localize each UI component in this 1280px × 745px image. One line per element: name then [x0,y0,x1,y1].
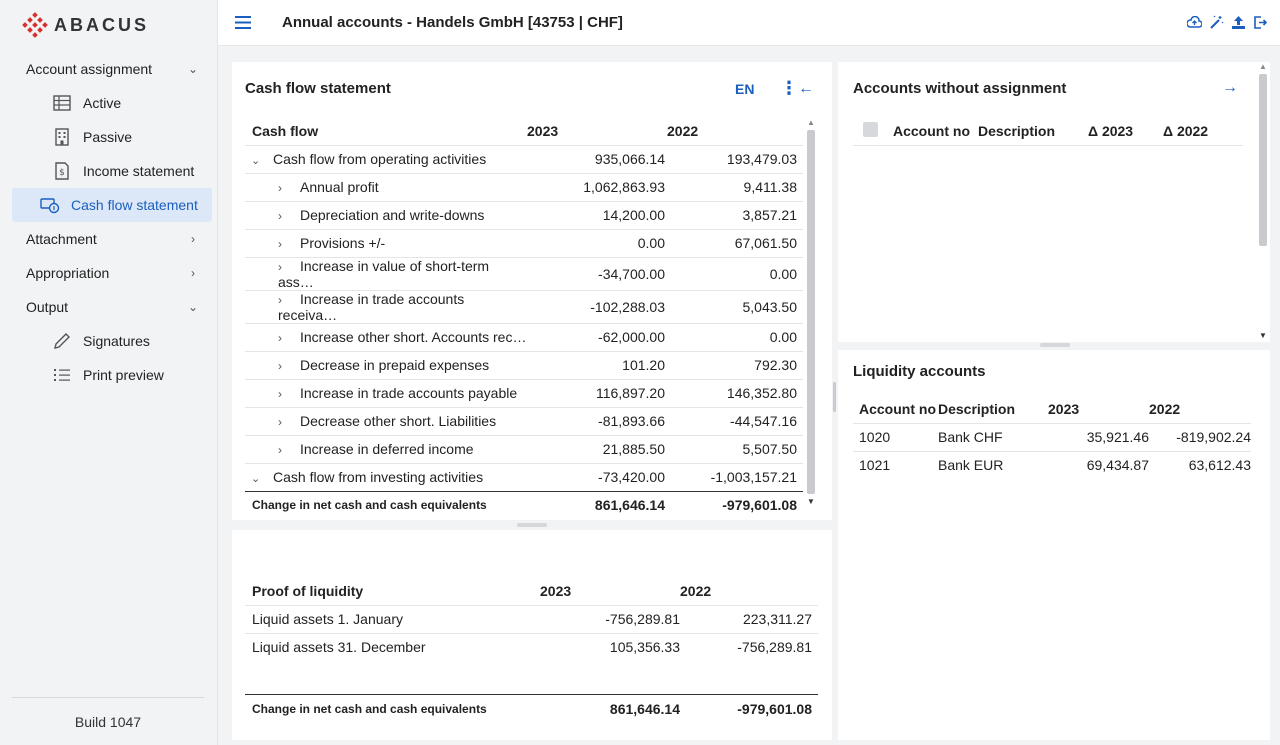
sidebar-item-signatures[interactable] [12,324,212,358]
unassigned-table [853,117,1243,146]
panel-title: Accounts without assignment [853,80,1067,97]
value-2022: -44,547.16 [667,407,803,435]
account-description: Bank CHF [938,423,1048,451]
sidebar [0,0,218,745]
value-2022: -756,289.81 [680,633,818,661]
column-header[interactable]: Δ 2023 [1088,122,1134,139]
account-number: 1021 [853,451,938,479]
column-header[interactable]: 2023 [1048,400,1080,417]
table-row[interactable] [245,435,803,463]
total-label: Change in net cash and cash equivalents [252,701,487,716]
row-label: Increase other short. Accounts rec… [300,329,527,345]
table-header-row [853,395,1251,423]
table-header-row [853,117,1243,145]
column-header[interactable]: 2022 [667,122,699,139]
proof-table [245,577,818,661]
magic-wand-icon[interactable] [1208,14,1224,30]
abacus-logo[interactable] [22,11,149,39]
header-actions [1186,14,1268,30]
table-row[interactable] [245,257,803,290]
table-row[interactable] [245,379,803,407]
chevron-down-icon: ⌄ [187,300,199,314]
value-2023: -62,000.00 [527,323,667,351]
value-2023: 105,356.33 [540,633,680,661]
proof-total-table [245,694,818,723]
chevron-right-icon[interactable]: › [278,387,282,401]
row-label: Depreciation and write-downs [300,207,485,223]
scrollbar[interactable] [1258,62,1268,340]
chevron-right-icon[interactable]: › [278,292,282,307]
value-2023: -102,288.03 [527,290,667,323]
total-2023: 861,646.14 [609,700,680,717]
value-2023: 116,897.20 [527,379,667,407]
arrow-left-icon[interactable]: ← [798,80,814,97]
sidebar-item-cash-flow-statement[interactable] [12,188,212,222]
value-2023: 35,921.46 [1048,423,1149,451]
sidebar-item-label: Income statement [83,163,195,179]
nav-group-account-assignment[interactable] [0,52,218,86]
resize-handle-vertical[interactable] [833,382,836,412]
column-header[interactable]: 2022 [1149,400,1181,417]
table-row[interactable] [245,407,803,435]
value-2022: 0.00 [667,323,803,351]
logout-icon[interactable] [1252,14,1268,30]
table-row[interactable] [245,463,803,491]
page-title: Annual accounts - Handels GmbH [43753 | CHF] [282,14,623,31]
value-2022: 9,411.38 [667,173,803,201]
column-header[interactable]: Description [978,122,1056,139]
value-2023: -756,289.81 [540,605,680,633]
nav-group-output[interactable] [0,290,218,324]
scroll-up-icon[interactable]: ▲ [1259,62,1267,71]
table-row[interactable] [853,451,1251,479]
chevron-down-icon[interactable]: ⌄ [251,473,261,485]
sidebar-item-passive[interactable] [12,120,212,154]
accounts-without-assignment-panel [838,62,1270,342]
value-2022: 223,311.27 [680,605,818,633]
sidebar-item-label: Cash flow statement [71,197,198,213]
value-2023: -34,700.00 [527,257,667,290]
chevron-right-icon[interactable]: › [278,237,282,251]
sidebar-item-print-preview[interactable] [12,358,212,392]
nav-group-label: Appropriation [26,265,110,281]
chevron-right-icon[interactable]: › [278,359,282,373]
value-2022: 0.00 [667,257,803,290]
table-row[interactable] [245,605,818,633]
sidebar-nav [0,52,218,392]
cash-flow-table [245,117,803,519]
column-header[interactable]: Account no [893,122,970,139]
account-description: Bank EUR [938,451,1048,479]
value-2023: 935,066.14 [527,145,667,173]
cash-flow-panel [232,62,832,520]
value-2022: -1,003,157.21 [667,463,803,491]
table-row[interactable] [245,173,803,201]
chevron-right-icon[interactable]: › [278,331,282,345]
row-label: Increase in trade accounts receiva… [278,290,465,323]
column-header[interactable]: Proof of liquidity [252,582,364,599]
column-header[interactable]: Δ 2022 [1163,122,1209,139]
coins-icon [40,196,60,214]
table-row[interactable] [245,145,803,173]
sidebar-item-label: Passive [83,129,133,145]
value-2022: 63,612.43 [1149,451,1251,479]
value-2022: 5,507.50 [667,435,803,463]
proof-of-liquidity-panel [232,530,832,740]
column-header[interactable]: 2023 [527,122,559,139]
scroll-down-icon[interactable]: ▼ [807,497,815,506]
value-2022: 792.30 [667,351,803,379]
value-2023: -81,893.66 [527,407,667,435]
table-header-row [245,577,818,605]
pen-icon [52,332,72,350]
value-2023: 69,434.87 [1048,451,1149,479]
panel-title: Cash flow statement [245,80,391,97]
select-all-checkbox[interactable] [863,122,878,137]
table-row[interactable] [245,351,803,379]
chevron-right-icon: › [191,266,195,280]
table-row[interactable] [245,201,803,229]
value-2022: 193,479.03 [667,145,803,173]
table-row[interactable] [853,423,1251,451]
table-row[interactable] [245,633,818,661]
value-2022: 3,857.21 [667,201,803,229]
row-label: Liquid assets 1. January [245,605,540,633]
sidebar-item-active[interactable] [12,86,212,120]
liquidity-table [853,395,1251,479]
column-header[interactable]: 2023 [540,582,572,599]
scrollbar-thumb[interactable] [807,130,815,494]
chevron-right-icon[interactable]: › [278,259,282,274]
value-2022: 67,061.50 [667,229,803,257]
build-label: Build 1047 [12,697,204,745]
value-2022: 5,043.50 [667,290,803,323]
table-row[interactable] [245,229,803,257]
cloud-upload-icon[interactable] [1186,14,1202,30]
language-button[interactable]: EN [735,81,755,97]
scroll-down-icon[interactable]: ▼ [1259,331,1267,340]
total-2022: -979,601.08 [737,700,812,717]
nav-group-label: Account assignment [26,61,153,77]
value-2023: 14,200.00 [527,201,667,229]
row-label: Cash flow from operating activities [273,151,487,167]
document-dollar-icon [52,162,72,180]
total-row [245,695,818,723]
balance-sheet-icon [52,94,72,112]
chevron-right-icon[interactable]: › [278,443,282,457]
chevron-right-icon[interactable]: › [278,415,282,429]
row-label: Annual profit [300,179,379,195]
value-2023: -73,420.00 [527,463,667,491]
row-label: Liquid assets 31. December [245,633,540,661]
row-label: Increase in trade accounts payable [300,385,518,401]
scrollbar[interactable] [806,118,816,506]
sidebar-item-label: Print preview [83,367,164,383]
nav-group-label: Attachment [26,231,97,247]
scrollbar-thumb[interactable] [1259,74,1267,246]
table-row[interactable] [245,290,803,323]
logo-icon [22,12,48,38]
row-label: Cash flow from investing activities [273,469,484,485]
value-2022: -819,902.24 [1149,423,1251,451]
resize-handle[interactable] [517,523,547,527]
building-icon [52,128,72,146]
chevron-right-icon[interactable]: › [278,181,282,195]
value-2023: 21,885.50 [527,435,667,463]
chevron-down-icon[interactable]: ⌄ [251,155,261,167]
nav-group-appropriation[interactable] [0,256,218,290]
liquidity-accounts-panel [838,350,1270,740]
column-header[interactable]: Cash flow [252,122,319,139]
value-2023: 0.00 [527,229,667,257]
nav-group-attachment[interactable] [0,222,218,256]
table-header-row [245,117,803,145]
scroll-up-icon[interactable]: ▲ [807,118,815,127]
row-label: Decrease in prepaid expenses [300,357,490,373]
row-label: Increase in value of short-term ass… [278,257,490,290]
chevron-down-icon: ⌄ [187,62,199,76]
sidebar-item-label: Active [83,95,122,111]
value-2022: 146,352.80 [667,379,803,407]
table-row[interactable] [245,323,803,351]
logo-text: ABACUS [54,14,150,35]
list-icon [52,366,72,384]
column-header[interactable]: 2022 [680,582,712,599]
column-header[interactable]: Description [938,400,1016,417]
chevron-right-icon[interactable]: › [278,209,282,223]
column-header[interactable]: Account no [859,400,936,417]
row-label: Increase in deferred income [300,441,474,457]
value-2023: 1,062,863.93 [527,173,667,201]
more-options-icon[interactable]: ⋮ [780,78,798,98]
value-2023: 101.20 [527,351,667,379]
panel-title: Liquidity accounts [853,363,986,380]
total-label: Change in net cash and cash equivalents [252,498,487,513]
total-2023: 861,646.14 [594,497,665,514]
upload-icon[interactable] [1230,14,1246,30]
nav-group-label: Output [26,299,69,315]
row-label: Provisions +/- [300,235,386,251]
account-number: 1020 [853,423,938,451]
chevron-right-icon: › [191,232,195,246]
total-row [245,491,803,519]
total-2022: -979,601.08 [722,497,797,514]
row-label: Decrease other short. Liabilities [300,413,497,429]
menu-icon[interactable] [218,16,268,29]
arrow-right-icon[interactable]: → [1222,79,1238,96]
resize-handle[interactable] [1040,343,1070,347]
sidebar-item-label: Signatures [83,333,150,349]
app-header [218,0,1280,46]
sidebar-item-income-statement[interactable] [12,154,212,188]
svg-text:$: $ [59,168,65,178]
